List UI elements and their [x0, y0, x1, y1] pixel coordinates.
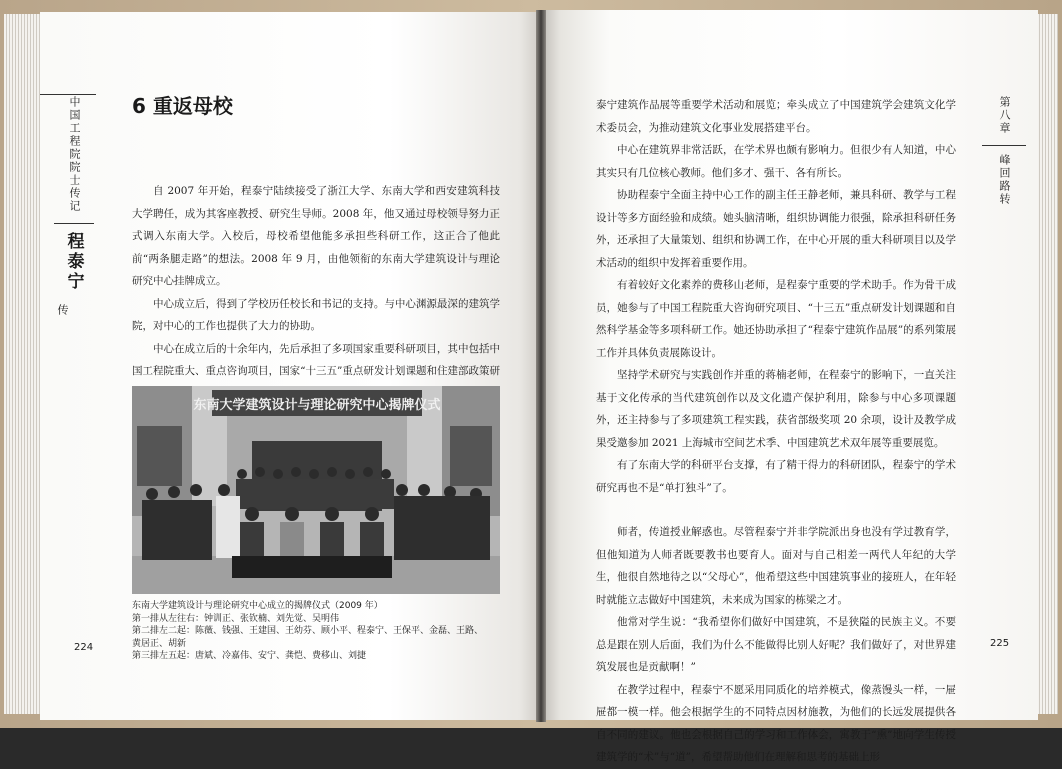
right-body-text [596, 94, 956, 769]
caption-line: 第二排左二起：陈薇、钱强、王建国、王幼芬、顾小平、程泰宁、王保平、金磊、王路、 [132, 626, 484, 636]
person-name: 程泰宁 [63, 232, 84, 292]
paragraph: 泰宁建筑作品展等重要学术活动和展览；牵头成立了中国建筑学会建筑文化学术委员会，为推动建筑文化事业发展搭建平台。 [596, 99, 956, 134]
page-number-left: 224 [74, 642, 94, 653]
paragraph: 中心在成立后的十余年内，先后承担了多项国家重要科研项目，其中包括中国工程院重大、重点咨询项目，国家“十三五”重点研发计划课题和住建部政策研 [132, 342, 500, 377]
section-gap [596, 499, 956, 521]
photo-caption [132, 600, 502, 663]
paragraph: 中心成立后，得到了学校历任校长和书记的支持。与中心渊源最深的建筑学院，对中心的工作也提供了大力的协助。 [132, 297, 500, 332]
caption-line: 第三排左五起：唐斌、冷嘉伟、安宁、龚恺、费移山、刘捷 [132, 651, 367, 661]
caption-line: 第一排从左往右：钟训正、张钦楠、刘先觉、吴明伟 [132, 613, 340, 624]
paragraph: 有了东南大学的科研平台支撑，有了精干得力的科研团队，程泰宁的学术研究再也不是“单打独斗”了。 [596, 459, 956, 494]
header-divider [54, 223, 94, 224]
book-gutter [536, 10, 546, 722]
paragraph: 自 2007 年开始，程泰宁陆续接受了浙江大学、东南大学和西安建筑科技大学聘任，成为其客座教授、研究生导师。2008 年，他又通过母校领导努力正式调入东南大学。入校后，母校希望他能多承担些科研工作，这正合了他此前“两条腿走路”的想法。2008 年 9 月，由他领衔的东南大学建筑设计与理论研究中心挂牌成立。 [132, 185, 500, 287]
page-stack-left [4, 14, 44, 714]
group-photo-image [132, 386, 500, 594]
paragraph: 协助程泰宁全面主持中心工作的副主任王静老师，兼具科研、教学与工程设计等多方面经验和成绩。她头脑清晰，组织协调能力很强，除承担科研任务外，还承担了大量策划、组织和协调工作，在中心开展的重大科研项目以及学术活动的组织中发挥着重要作用。 [596, 189, 956, 269]
group-photo [132, 386, 500, 594]
caption-line: 东南大学建筑设计与理论研究中心成立的揭牌仪式（2009 年） [132, 601, 383, 611]
running-header-right [982, 96, 1026, 210]
running-header-left [54, 96, 94, 317]
banner-text: 东南大学建筑设计与理论研究中心揭牌仪式 [193, 398, 441, 413]
caption-line: 黄居正、胡新 [132, 638, 187, 649]
paragraph: 坚持学术研究与实践创作并重的蒋楠老师，在程泰宁的影响下，一直关注基于文化传承的当代建筑创作以及文化遗产保护利用，除参与中心多项课题外，还主持参与了多项建筑工程实践，获省部级奖项 20 余项，设计及教学成果受邀参加 2021 上海城市空间艺术季、中国建筑艺术双年展等重要展览。 [596, 369, 956, 449]
chapter-number: 第八章 [998, 96, 1011, 135]
chapter-name: 峰回路转 [998, 154, 1011, 206]
left-body-text [132, 180, 500, 405]
paragraph: 他常对学生说：“我希望你们做好中国建筑，不是狭隘的民族主义。不要总是跟在别人后面，我们为什么不能做得比别人好呢？我们做好了，对世界建筑发展也是贡献啊！” [596, 616, 956, 673]
paragraph: 中心在建筑界非常活跃，在学术界也颇有影响力。但很少有人知道，中心其实只有几位核心教师。他们多才、强干、各有所长。 [596, 144, 956, 179]
page-number-right: 225 [990, 638, 1010, 649]
title-suffix: 传 [56, 304, 69, 317]
paragraph: 师者，传道授业解惑也。尽管程泰宁并非学院派出身也没有学过教育学，但他知道为人师者既要教书也要育人。面对与自己相差一两代人年纪的大学生，他很自然地待之以“父母心”，他希望这些中国建筑事业的接班人，在年轻时就能立志做好中国建筑，未来成为国家的栋梁之才。 [596, 526, 956, 606]
paragraph: 在教学过程中，程泰宁不愿采用同质化的培养模式，像蒸馒头一样，一屉屉都一模一样。他会根据学生的不同特点因材施教，为他们的长远发展提供各自不同的建议。他也会根据自己的学习和工作体会，寓教于“熏”地向学生传授建筑学的“术”与“道”，希望帮助他们在理解和思考的基础上形 [596, 683, 956, 763]
book-title: 中国工程院院士传记 [68, 96, 81, 213]
header-divider [982, 145, 1026, 146]
header-rule-left [40, 94, 96, 95]
section-title: 6 重返母校 [132, 94, 233, 118]
paragraph: 有着较好文化素养的费移山老师，是程泰宁重要的学术助手。作为骨干成员，她参与了中国工程院重大咨询研究项目、“十三五”重点研发计划课题和自然科学基金等多项科研工作。她还协助承担了“程泰宁建筑作品展”的系列策展工作并具体负责展陈设计。 [596, 279, 956, 359]
